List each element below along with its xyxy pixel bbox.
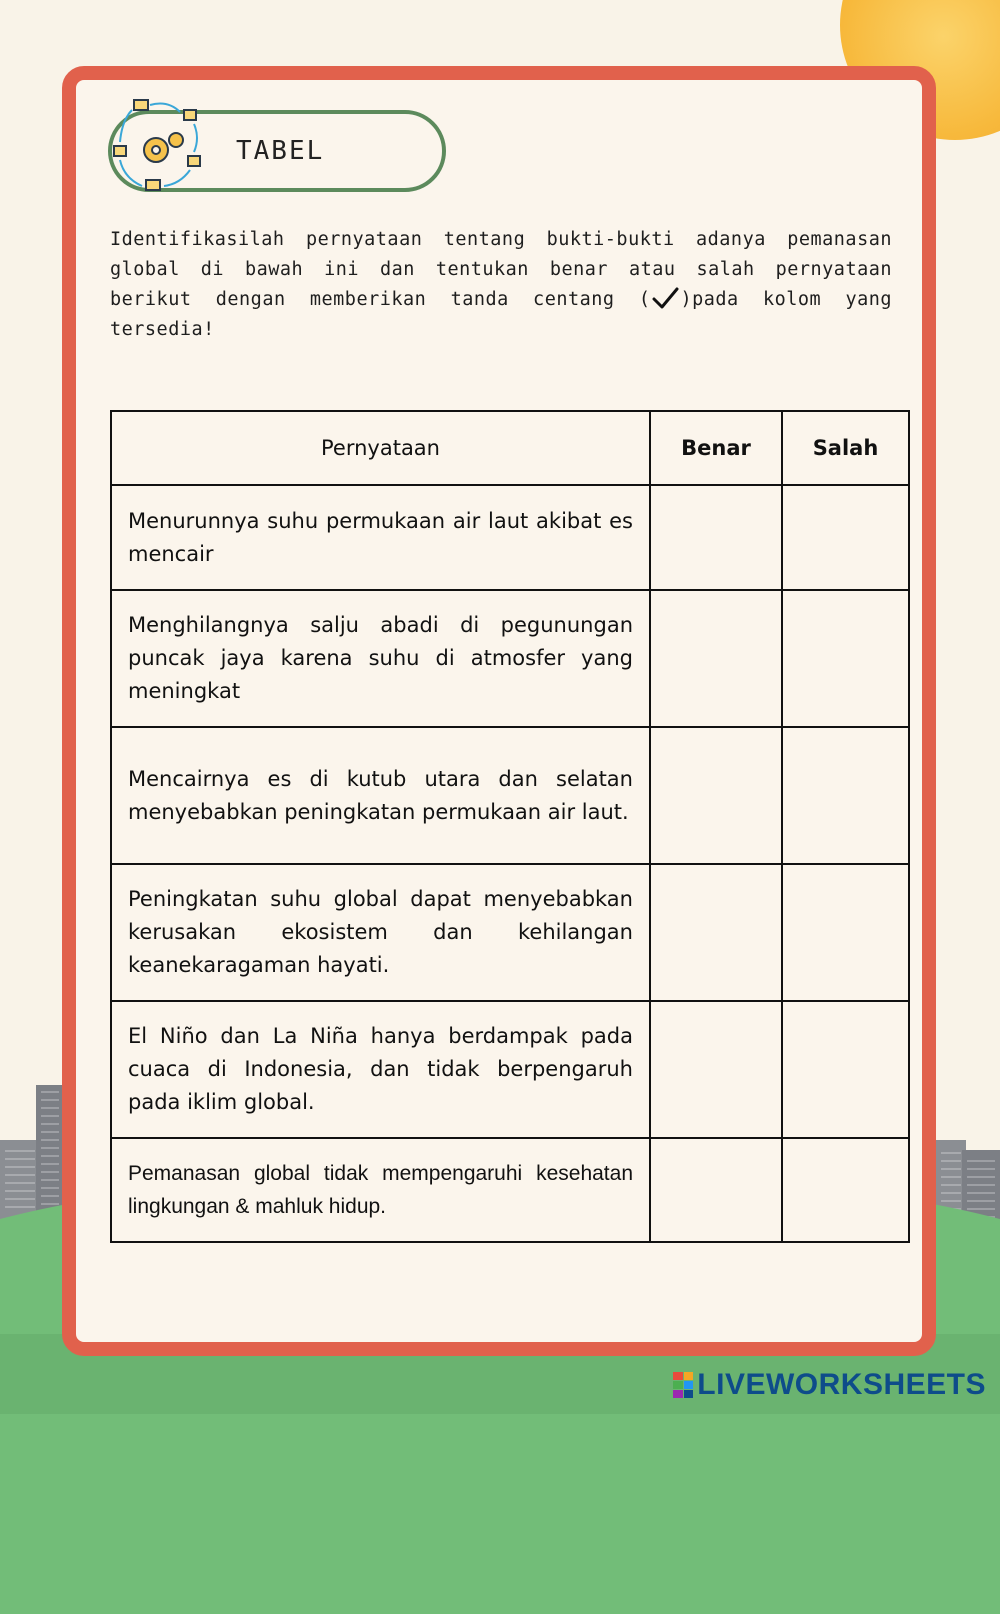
table-header-row (111, 411, 909, 485)
instruction-text-part1: Identifikasilah pernyataan tentang bukti-bukti adanya pemanasan global di bawah ini dan tentukan benar atau salah pernyataan berikut dengan memberikan tanda centang ( (110, 229, 892, 310)
table-row (111, 485, 909, 590)
statement-cell: Menghilangnya salju abadi di pegunungan puncak jaya karena suhu di atmosfer yang meningkat (111, 590, 650, 727)
workflow-gear-icon (110, 98, 210, 198)
statement-table (110, 410, 910, 1243)
true-checkbox-cell[interactable] (650, 590, 782, 727)
table-row (111, 590, 909, 727)
liveworksheets-logo[interactable] (673, 1368, 986, 1402)
true-checkbox-cell[interactable] (650, 485, 782, 590)
building-decoration (0, 1140, 40, 1220)
logo-text: LIVEWORKSHEETS (697, 1368, 986, 1401)
table-row (111, 1001, 909, 1138)
false-checkbox-cell[interactable] (782, 1001, 909, 1138)
checkmark-icon (650, 287, 680, 309)
true-checkbox-cell[interactable] (650, 1001, 782, 1138)
building-decoration (36, 1085, 64, 1225)
statement-cell: Pemanasan global tidak mempengaruhi kesehatan lingkungan & mahluk hidup. (111, 1138, 650, 1242)
true-checkbox-cell[interactable] (650, 864, 782, 1001)
statement-cell: El Niño dan La Niña hanya berdampak pada cuaca di Indonesia, dan tidak berpengaruh pada iklim global. (111, 1001, 650, 1138)
false-checkbox-cell[interactable] (782, 727, 909, 864)
statement-cell: Peningkatan suhu global dapat menyebabkan kerusakan ekosistem dan kehilangan keanekaragaman hayati. (111, 864, 650, 1001)
header-false: Salah (782, 411, 909, 485)
instruction-text-part2: )pada kolom yang tersedia! (110, 289, 892, 340)
false-checkbox-cell[interactable] (782, 864, 909, 1001)
table-row (111, 1138, 909, 1242)
true-checkbox-cell[interactable] (650, 727, 782, 864)
false-checkbox-cell[interactable] (782, 485, 909, 590)
table-row (111, 864, 909, 1001)
false-checkbox-cell[interactable] (782, 590, 909, 727)
page-title: TABEL (236, 136, 325, 166)
false-checkbox-cell[interactable] (782, 1138, 909, 1242)
header-true: Benar (650, 411, 782, 485)
logo-mark-icon (673, 1372, 693, 1398)
statement-cell: Menurunnya suhu permukaan air laut akibat es mencair (111, 485, 650, 590)
instruction-text (110, 225, 892, 345)
table-row (111, 727, 909, 864)
statement-cell: Mencairnya es di kutub utara dan selatan menyebabkan peningkatan permukaan air laut. (111, 727, 650, 864)
true-checkbox-cell[interactable] (650, 1138, 782, 1242)
header-statement: Pernyataan (111, 411, 650, 485)
